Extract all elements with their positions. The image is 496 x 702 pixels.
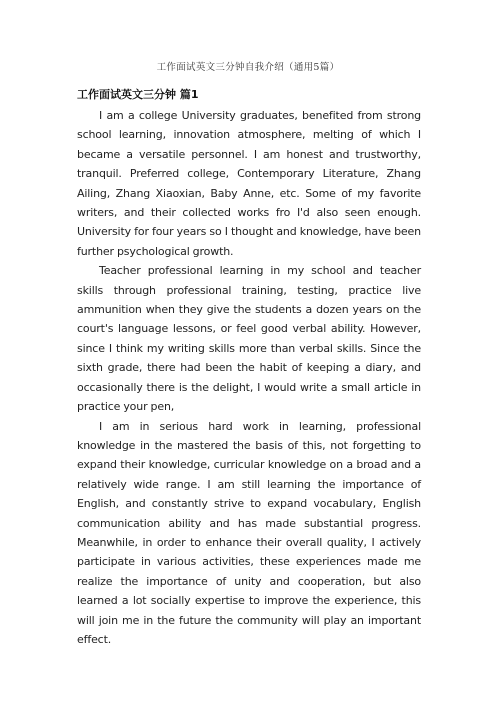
- document-header: 工作面试英文三分钟自我介绍（通用5篇）: [156, 62, 340, 73]
- section-heading: 工作面试英文三分钟 篇1: [77, 88, 199, 101]
- document-body: [77, 106, 421, 649]
- paragraph-2: Teacher professional learning in my school and teacher skills through professional training, testing, practice live ammunition when they give the students a dozen years on the court's language lessons, or feel good verbal ability. However, since I think my writing skills more than verbal skills. Since the sixth grade, there had been the habit of keeping a diary, and occasionally there is the delight, I would write a small article in practice your pen,: [77, 264, 421, 414]
- paragraph-1: I am a college University graduates, benefited from strong school learning, innovation atmosphere, melting of which I became a versatile personnel. I am honest and trustworthy, tranquil. Preferred college, Contemporary Literature, Zhang Ailing, Zhang Xiaoxian, Baby Anne, etc. Some of my favorite writers, and their collected works fro I'd also seen enough. University for four years so I thought and knowledge, have been further psychological growth.: [77, 109, 421, 258]
- paragraph-3: I am in serious hard work in learning, professional knowledge in the mastered the basis of this, not forgetting to expand their knowledge, curricular knowledge on a broad and a relatively wide range. I am still learning the importance of English, and constantly strive to expand vocabulary, English communication ability and has made substantial progress. Meanwhile, in order to enhance their overall quality, I actively participate in various activities, these experiences made me realize the importance of unity and cooperation, but also learned a lot socially expertise to improve the experience, this will join me in the future the community will play an important effect.: [77, 419, 421, 646]
